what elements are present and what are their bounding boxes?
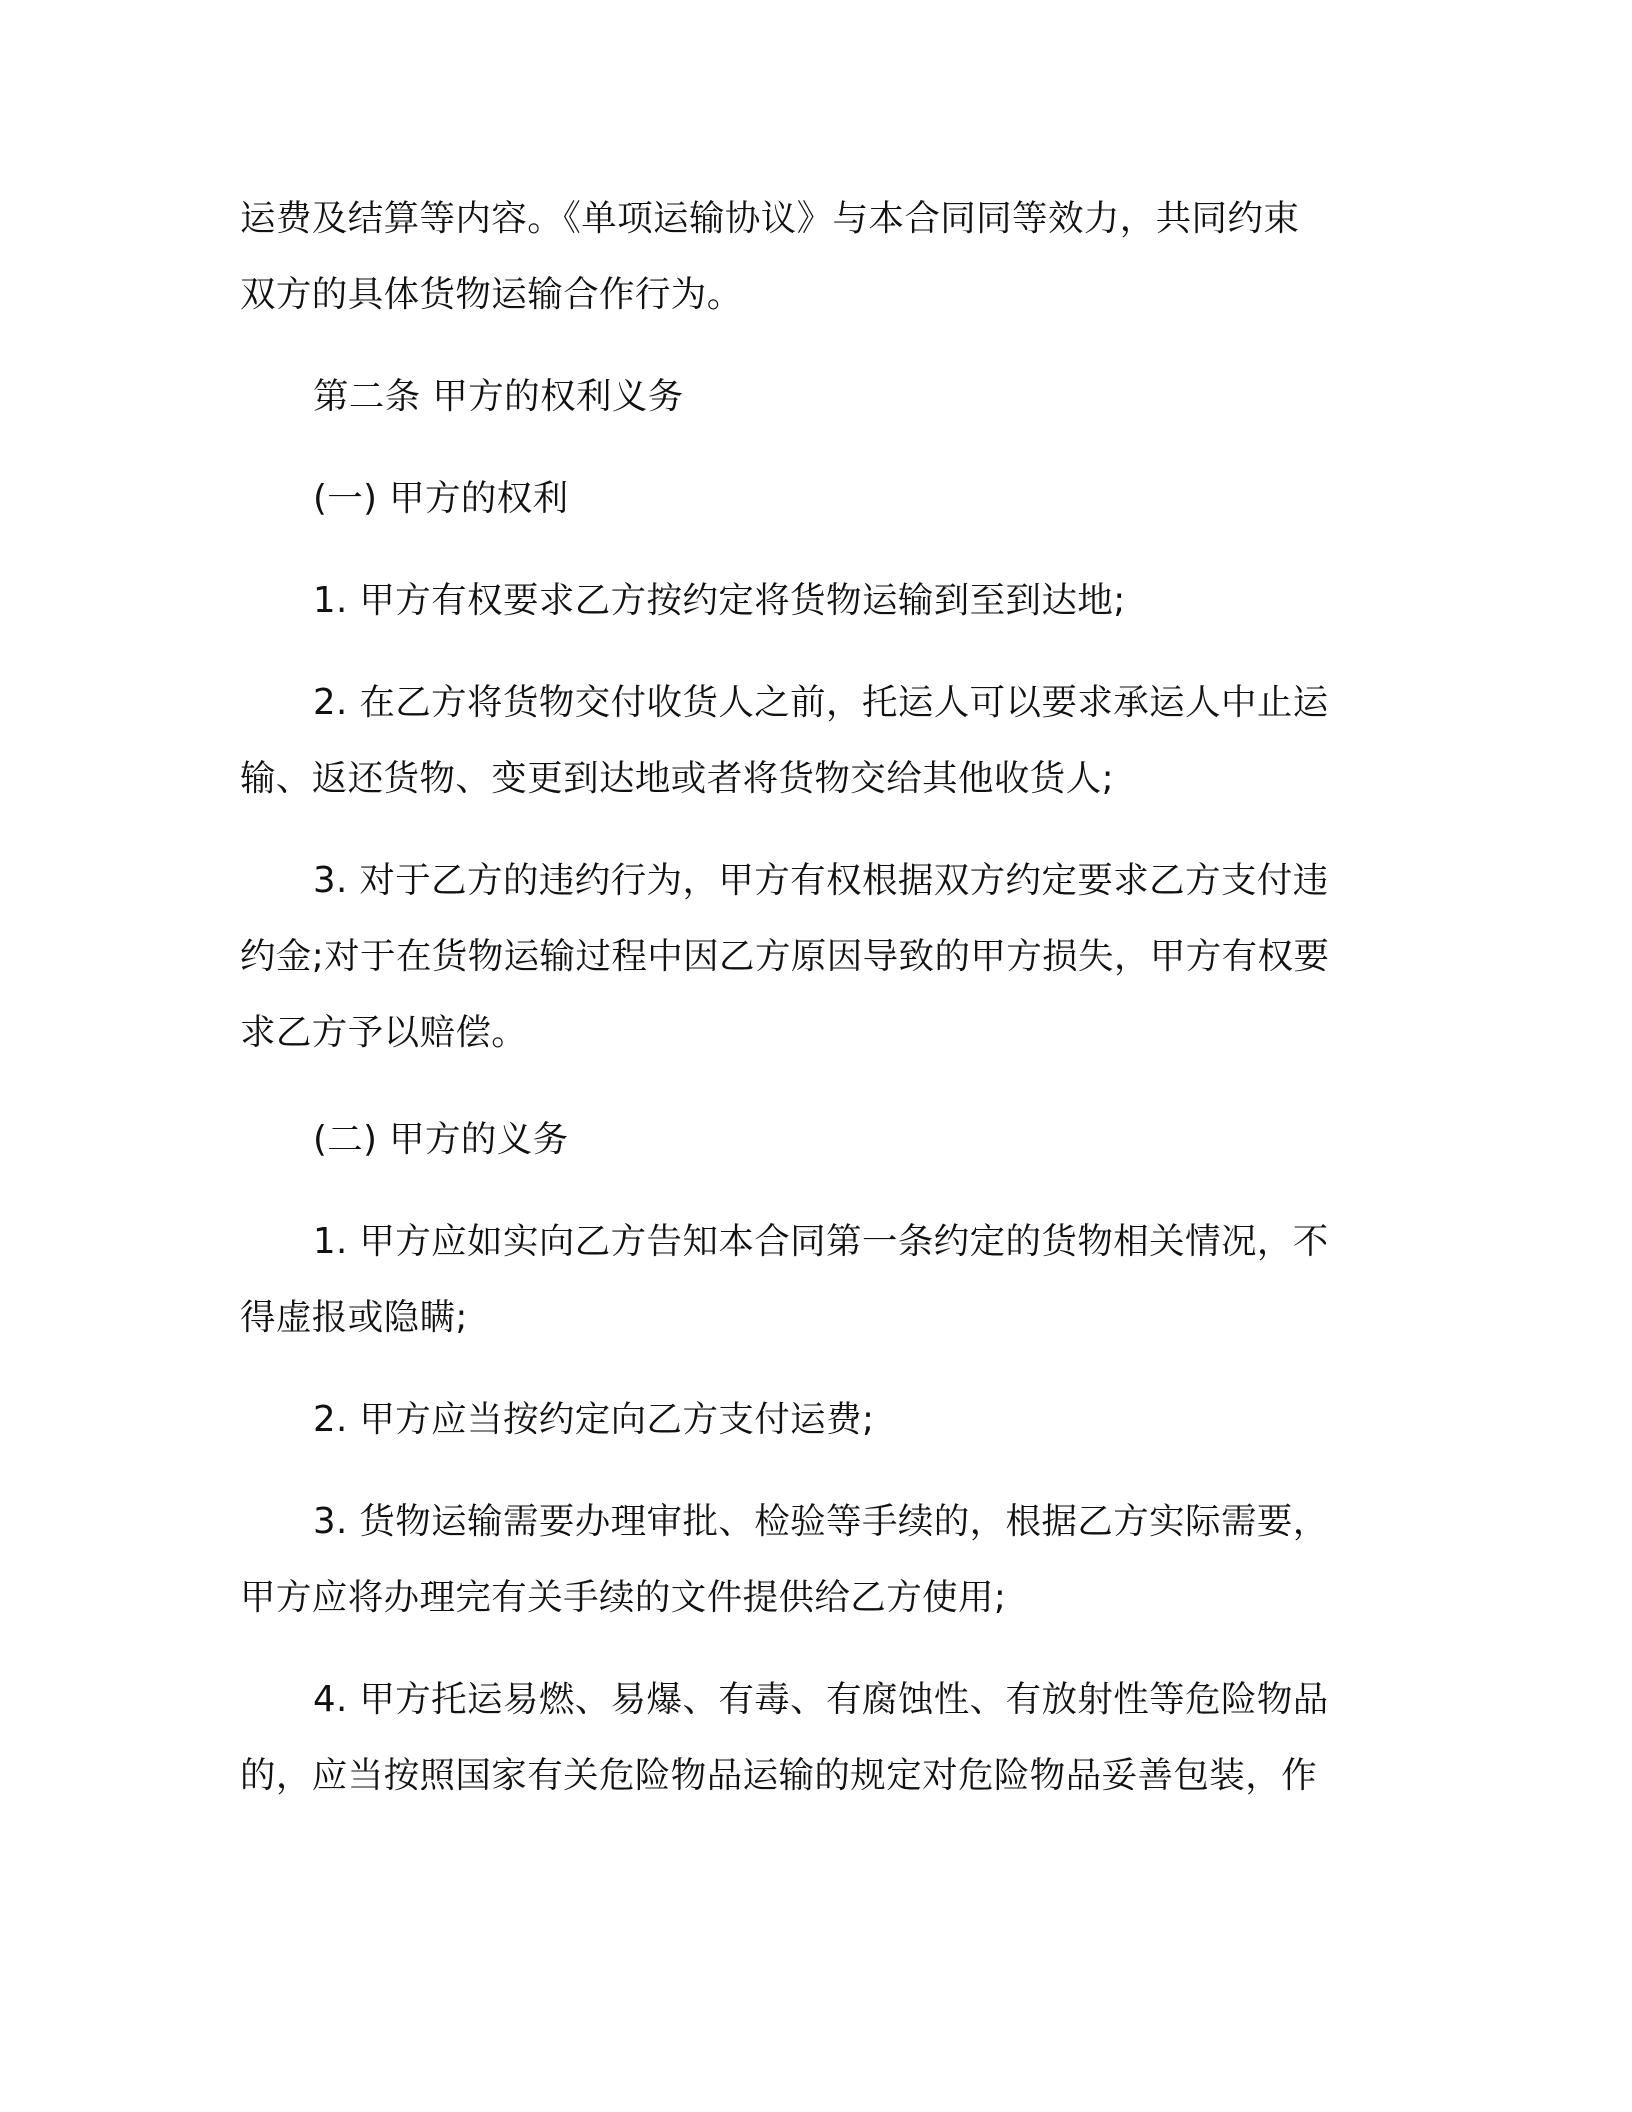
list-item: 4. 甲方托运易燃、易爆、有毒、有腐蚀性、有放射性等危险物品 xyxy=(313,1679,1329,1720)
list-item: 1. 甲方应如实向乙方告知本合同第一条约定的货物相关情况，不 xyxy=(313,1221,1329,1262)
list-item: 1. 甲方有权要求乙方按约定将货物运输到至到达地; xyxy=(313,580,1126,621)
list-item-continuation: 输、返还货物、变更到达地或者将货物交给其他收货人; xyxy=(240,758,1114,799)
list-item-continuation: 求乙方予以赔偿。 xyxy=(240,1012,528,1053)
list-item-continuation: 得虚报或隐瞒; xyxy=(240,1297,468,1338)
list-item: 2. 甲方应当按约定向乙方支付运费; xyxy=(313,1399,875,1440)
list-item-continuation: 约金;对于在货物运输过程中因乙方原因导致的甲方损失，甲方有权要 xyxy=(240,936,1330,977)
list-item: 3. 货物运输需要办理审批、检验等手续的，根据乙方实际需要， xyxy=(313,1501,1329,1542)
subsection-heading: (一) 甲方的权利 xyxy=(313,478,569,519)
list-item-continuation: 甲方应将办理完有关手续的文件提供给乙方使用; xyxy=(240,1577,1007,1618)
list-item: 2. 在乙方将货物交付收货人之前，托运人可以要求承运人中止运 xyxy=(313,682,1329,723)
paragraph-line: 双方的具体货物运输合作行为。 xyxy=(240,274,743,315)
list-item: 3. 对于乙方的违约行为，甲方有权根据双方约定要求乙方支付违 xyxy=(313,860,1329,901)
section-heading: 第二条 甲方的权利义务 xyxy=(313,376,684,417)
subsection-heading: (二) 甲方的义务 xyxy=(313,1119,569,1160)
list-item-continuation: 的，应当按照国家有关危险物品运输的规定对危险物品妥善包装，作 xyxy=(240,1755,1318,1796)
paragraph-line: 运费及结算等内容。《单项运输协议》与本合同同等效力，共同约束 xyxy=(240,198,1300,239)
